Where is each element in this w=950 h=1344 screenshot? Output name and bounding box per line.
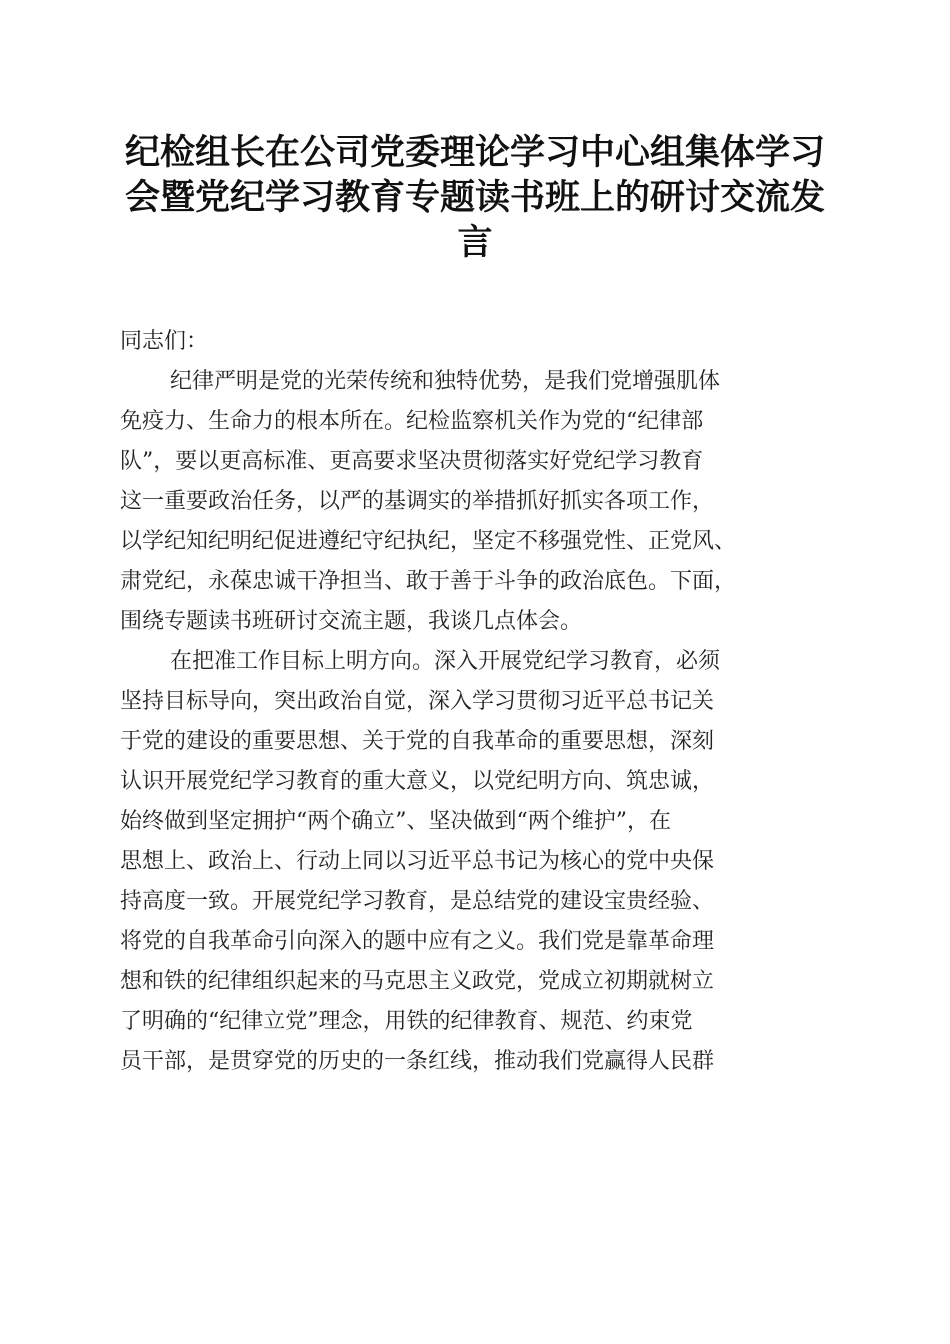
- title-line: 会暨党纪学习教育专题读书班上的研讨交流发: [124, 177, 825, 218]
- paragraph-line: 坚持目标导向，突出政治自觉，深入学习贯彻习近平总书记关: [120, 689, 715, 714]
- document-title: [110, 130, 840, 265]
- paragraph-line: 纪律严明是党的光荣传统和独特优势，是我们党增强肌体: [170, 369, 721, 394]
- title-line: 纪检组长在公司党委理论学习中心组集体学习: [124, 132, 825, 173]
- paragraph-line: 思想上、政治上、行动上同以习近平总书记为核心的党中央保: [120, 849, 715, 874]
- paragraph-line: 认识开展党纪学习教育的重大意义，以党纪明方向、筑忠诚，: [120, 769, 715, 794]
- paragraph-line: 以学纪知纪明纪促进遵纪守纪执纪，坚定不移强党性、正党风、: [120, 529, 737, 554]
- document-body: [120, 322, 850, 1082]
- paragraph-line: 始终做到坚定拥护“两个确立”、坚决做到“两个维护”，在: [120, 809, 671, 834]
- paragraph-line: 了明确的“纪律立党”理念，用铁的纪律教育、规范、约束党: [120, 1009, 693, 1034]
- paragraph-line: 围绕专题读书班研讨交流主题，我谈几点体会。: [120, 609, 583, 634]
- paragraph-line: 将党的自我革命引向深入的题中应有之义。我们党是靠革命理: [120, 929, 715, 954]
- paragraph-line: 在把准工作目标上明方向。深入开展党纪学习教育，必须: [170, 649, 721, 674]
- paragraph-line: 肃党纪，永葆忠诚干净担当、敢于善于斗争的政治底色。下面，: [120, 569, 737, 594]
- paragraph-1: [120, 362, 850, 642]
- paragraph-line: 免疫力、生命力的根本所在。纪检监察机关作为党的“纪律部: [120, 409, 704, 434]
- greeting: 同志们：: [120, 329, 209, 354]
- paragraph-line: 队”，要以更高标准、更高要求坚决贯彻落实好党纪学习教育: [120, 449, 704, 474]
- paragraph-line: 于党的建设的重要思想、关于党的自我革命的重要思想，深刻: [120, 729, 715, 754]
- paragraph-line: 员干部，是贯穿党的历史的一条红线，推动我们党赢得人民群: [120, 1049, 715, 1074]
- paragraph-line: 想和铁的纪律组织起来的马克思主义政党，党成立初期就树立: [120, 969, 715, 994]
- paragraph-line: 持高度一致。开展党纪学习教育，是总结党的建设宝贵经验、: [120, 889, 715, 914]
- paragraph-line: 这一重要政治任务，以严的基调实的举措抓好抓实各项工作，: [120, 489, 715, 514]
- paragraph-2: [120, 642, 850, 1082]
- title-line: 言: [457, 222, 493, 263]
